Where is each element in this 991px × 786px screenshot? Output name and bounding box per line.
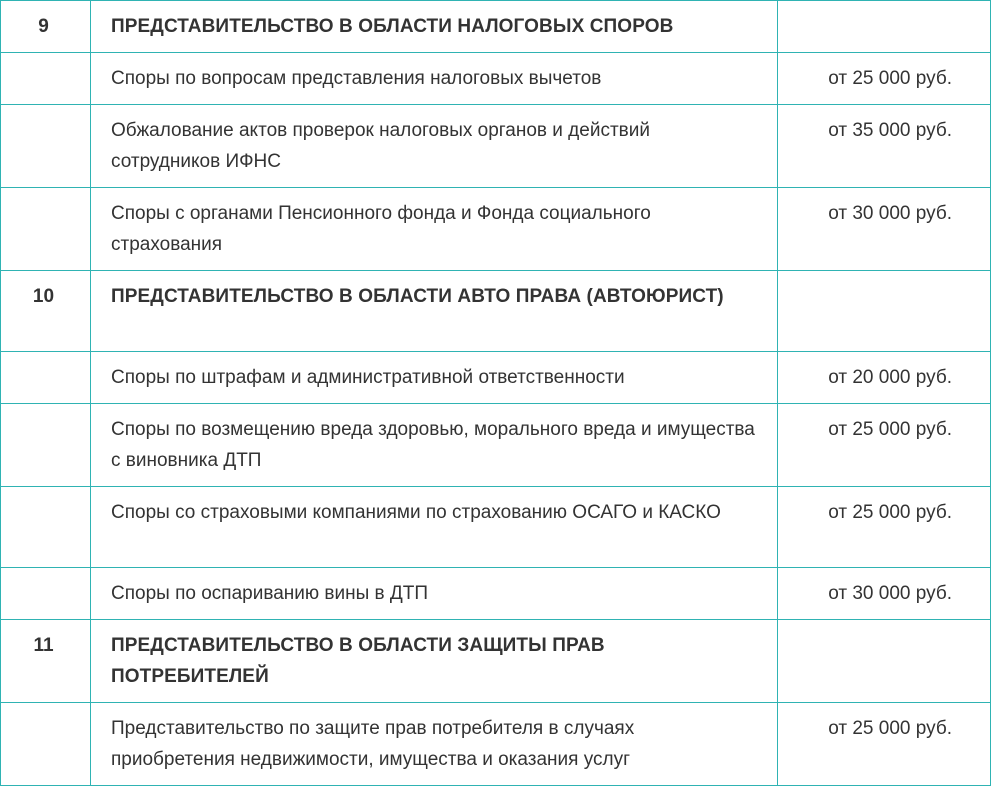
service-row	[1, 188, 991, 271]
service-description: Споры по оспариванию вины в ДТП	[91, 568, 778, 620]
section-price-empty	[778, 620, 991, 703]
service-row	[1, 53, 991, 105]
section-number: 10	[1, 271, 91, 352]
service-description: Обжалование актов проверок налоговых органов и действий сотрудников ИФНС	[91, 105, 778, 188]
section-row	[1, 620, 991, 703]
section-title: ПРЕДСТАВИТЕЛЬСТВО В ОБЛАСТИ ЗАЩИТЫ ПРАВ ПОТРЕБИТЕЛЕЙ	[91, 620, 778, 703]
service-price: от 25 000 руб.	[778, 703, 991, 786]
service-description: Споры со страховыми компаниями по страхованию ОСАГО и КАСКО	[91, 487, 778, 568]
service-price: от 25 000 руб.	[778, 53, 991, 105]
row-number-empty	[1, 352, 91, 404]
section-title: ПРЕДСТАВИТЕЛЬСТВО В ОБЛАСТИ АВТО ПРАВА (АВТОЮРИСТ)	[91, 271, 778, 352]
service-description: Споры по штрафам и административной ответственности	[91, 352, 778, 404]
row-number-empty	[1, 188, 91, 271]
service-price: от 30 000 руб.	[778, 568, 991, 620]
service-row	[1, 105, 991, 188]
service-row	[1, 352, 991, 404]
service-price: от 25 000 руб.	[778, 487, 991, 568]
service-row	[1, 487, 991, 568]
service-description: Споры с органами Пенсионного фонда и Фонда социального страхования	[91, 188, 778, 271]
section-price-empty	[778, 1, 991, 53]
service-price: от 35 000 руб.	[778, 105, 991, 188]
row-number-empty	[1, 404, 91, 487]
service-price: от 30 000 руб.	[778, 188, 991, 271]
service-description: Споры по вопросам представления налоговых вычетов	[91, 53, 778, 105]
section-title: ПРЕДСТАВИТЕЛЬСТВО В ОБЛАСТИ НАЛОГОВЫХ СПОРОВ	[91, 1, 778, 53]
service-row	[1, 703, 991, 786]
section-row	[1, 1, 991, 53]
row-number-empty	[1, 53, 91, 105]
section-price-empty	[778, 271, 991, 352]
service-price: от 20 000 руб.	[778, 352, 991, 404]
section-number: 9	[1, 1, 91, 53]
service-description: Споры по возмещению вреда здоровью, морального вреда и имущества с виновника ДТП	[91, 404, 778, 487]
row-number-empty	[1, 568, 91, 620]
service-description: Представительство по защите прав потребителя в случаях приобретения недвижимости, имущества и оказания услуг	[91, 703, 778, 786]
service-price: от 25 000 руб.	[778, 404, 991, 487]
service-row	[1, 404, 991, 487]
section-number: 11	[1, 620, 91, 703]
service-row	[1, 568, 991, 620]
row-number-empty	[1, 487, 91, 568]
row-number-empty	[1, 105, 91, 188]
section-row	[1, 271, 991, 352]
row-number-empty	[1, 703, 91, 786]
